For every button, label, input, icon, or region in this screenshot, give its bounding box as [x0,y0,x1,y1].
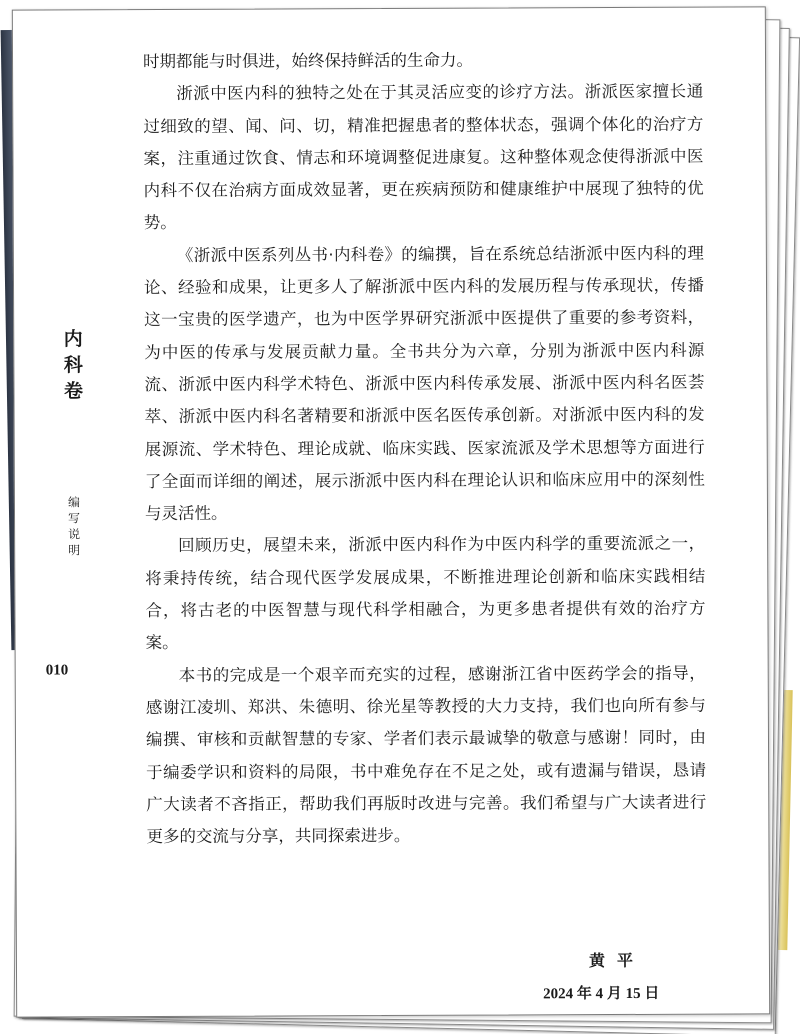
signature-date: 2024 年 4 月 15 日 [543,985,660,1003]
volume-title-char: 内 [63,328,83,351]
section-label-char: 明 [68,543,81,558]
section-label-char: 编 [67,495,80,510]
section-label-char: 说 [68,527,81,542]
paragraph: 时期都能与时俱进，始终保持鲜活的生命力。 [142,50,474,72]
paragraph: 《浙派中医系列丛书·内科卷》的编撰，旨在系统总结浙派中医内科的理论、经验和成果，让更多人了解浙派中医内科的发展历程与传承现状，传播这一宝贵的医学遗产，也为中医学界研究浙派中医提供了重要的参考资料，为中医的传承与发展贡献力量。全书共分为六章，分别为浙派中医内科源流、浙派中医内科学术特色、浙派中医内科传承发展、浙派中医内科名医荟萃、浙派中医内科名著精要和浙派中医名医传承创新。对浙派中医内科的发展源流、学术特色、理论成就、临床实践、医家流派及学术思想等方面进行了全面而详细的阐述，展示浙派中医内科在理论认识和临床应用中的深刻性与灵活性。 [143,243,705,524]
volume-title-char: 科 [63,354,83,377]
volume-title [58,326,88,404]
section-label-char: 写 [67,511,81,526]
paragraph: 本书的完成是一个艰辛而充实的过程，感谢浙江省中医药学会的指导，感谢江凌圳、郑洪、朱德明、徐光星等教授的大力支持，我们也向所有参与编撰、审核和贡献智慧的专家、学者们表示最诚挚的敬意与感谢！同时，由于编委学识和资料的局限，书中难免存在不足之处，或有遗漏与错误，恳请广大读者不吝指正，帮助我们再版时改进与完善。我们希望与广大读者进行更多的交流与分享，共同探索进步。 [145,663,707,847]
section-label [61,494,87,558]
signature-author: 黄平 [588,950,646,971]
page-number: 010 [45,662,69,679]
paragraph: 回顾历史，展望未来，浙派中医内科作为中医内科学的重要流派之一，将秉持传统，结合现代医学发展成果，不断推进理论创新和临床实践相结合，将古老的中医智慧与现代科学相融合，为更多患者提供有效的治疗方案。 [145,534,706,653]
document-page [12,6,770,1017]
paragraph: 浙派中医内科的独特之处在于其灵活应变的诊疗方法。浙派医家擅长通过细致的望、闻、问、切，精准把握患者的整体状态，强调个体化的治疗方案，注重通过饮食、情志和环境调整促进康复。这种整体观念使得浙派中医内科不仅在治病方面成效显著，更在疾病预防和健康维护中展现了独特的优势。 [143,81,704,233]
body-text [143,44,707,854]
volume-title-char: 卷 [63,380,84,403]
